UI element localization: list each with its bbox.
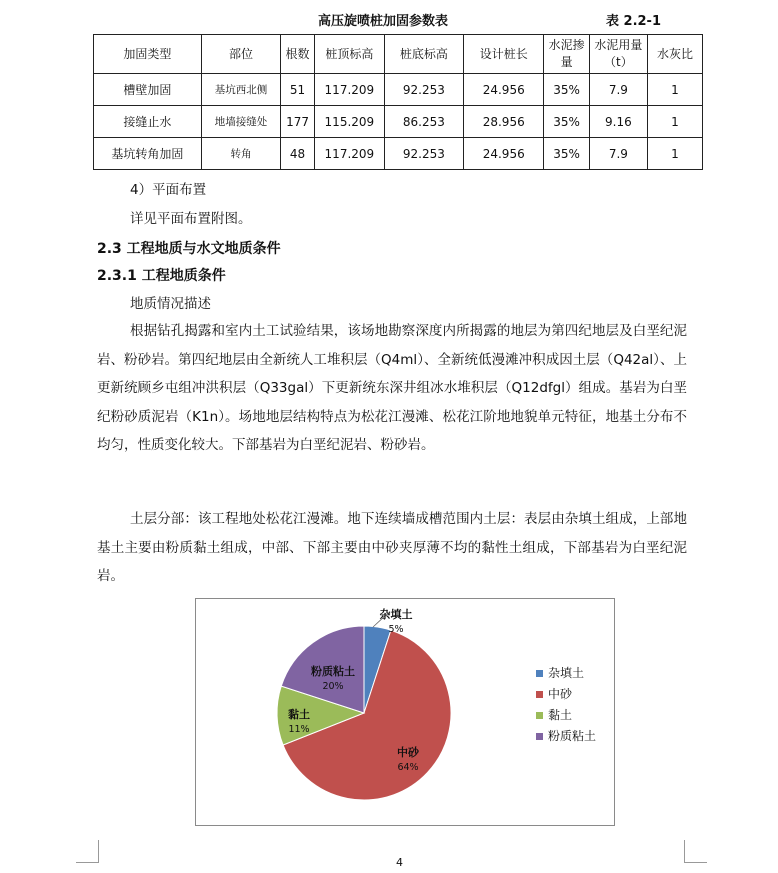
page-corner-mark-left — [76, 840, 99, 863]
table-row — [94, 106, 703, 138]
table-cell: 86.253 — [384, 106, 463, 138]
table-cell: 槽壁加固 — [94, 74, 202, 106]
page-corner-mark-right — [684, 840, 707, 863]
table-cell: 24.956 — [464, 74, 544, 106]
table-cell: 115.209 — [314, 106, 384, 138]
header-cell: 水泥用量（t） — [589, 35, 647, 74]
header-cell: 水灰比 — [647, 35, 702, 74]
geology-heading: 地质情况描述 — [130, 296, 211, 312]
slice-percent-label: 64% — [397, 762, 419, 773]
table-header-row — [94, 35, 703, 74]
slice-percent-label: 11% — [288, 724, 310, 735]
table-cell: 117.209 — [314, 138, 384, 170]
table-cell: 28.956 — [464, 106, 544, 138]
legend-swatch — [536, 712, 543, 719]
table-cell: 基坑转角加固 — [94, 138, 202, 170]
legend-label: 黏土 — [548, 708, 573, 722]
slice-percent-label: 5% — [388, 624, 404, 635]
table-cell: 基坑西北侧 — [201, 74, 280, 106]
table-cell: 48 — [281, 138, 315, 170]
table-cell: 1 — [647, 106, 702, 138]
table-cell: 117.209 — [314, 74, 384, 106]
table-cell: 35% — [544, 106, 589, 138]
table-row — [94, 138, 703, 170]
soil-composition-chart — [195, 598, 615, 826]
legend-swatch — [536, 733, 543, 740]
table-cell: 接缝止水 — [94, 106, 202, 138]
table-cell: 35% — [544, 138, 589, 170]
layout-detail-text: 详见平面布置附图。 — [130, 211, 252, 227]
legend-label: 中砂 — [548, 687, 573, 701]
table-cell: 92.253 — [384, 138, 463, 170]
header-cell: 设计桩长 — [464, 35, 544, 74]
header-cell: 加固类型 — [94, 35, 202, 74]
slice-category-label: 杂填土 — [379, 608, 413, 621]
header-cell: 桩顶标高 — [314, 35, 384, 74]
table-cell: 转角 — [201, 138, 280, 170]
legend-label: 杂填土 — [548, 666, 585, 680]
table-cell: 9.16 — [589, 106, 647, 138]
pile-parameter-table — [93, 34, 703, 170]
page-number: 4 — [396, 856, 403, 869]
geology-paragraph: 根据钻孔揭露和室内土工试验结果，该场地勘察深度内所揭露的地层为第四纪地层及白垩纪泥岩、粉砂岩。第四纪地层由全新统人工堆积层（Q4ml）、全新统低漫滩冲积成因土层（Q42al）、上更新统顾乡屯组冲洪积层（Q33gal）下更新统东深井组冰水堆积层（Q12dfgl）组成。基岩为白垩纪粉砂质泥岩（K1n）。场地地层结构特点为松花江漫滩、松花江阶地地貌单元特征，地基土分布不均匀，性质变化较大。下部基岩为白垩纪泥岩、粉砂岩。 — [97, 323, 687, 454]
slice-percent-label: 20% — [322, 681, 344, 692]
table-number: 表 2.2-1 — [606, 14, 661, 29]
legend-swatch — [536, 670, 543, 677]
pie-chart-svg — [196, 599, 614, 825]
list-item-layout: 4）平面布置 — [130, 182, 207, 198]
subsection-heading: 2.3.1 工程地质条件 — [97, 268, 226, 284]
soil-layer-paragraph: 土层分部：该工程地处松花江漫滩。地下连续墙成槽范围内土层：表层由杂填土组成，上部地基土主要由粉质黏土组成，中部、下部主要由中砂夹厚薄不均的黏性土组成，下部基岩为白垩纪泥岩。 — [97, 511, 687, 585]
table-row — [94, 74, 703, 106]
header-cell: 部位 — [201, 35, 280, 74]
table-cell: 1 — [647, 74, 702, 106]
table-cell: 7.9 — [589, 138, 647, 170]
table-cell: 35% — [544, 74, 589, 106]
header-cell: 桩底标高 — [384, 35, 463, 74]
legend-swatch — [536, 691, 543, 698]
slice-category-label: 中砂 — [397, 746, 419, 759]
table-title: 高压旋喷桩加固参数表 — [318, 14, 449, 29]
table-cell: 24.956 — [464, 138, 544, 170]
slice-category-label: 黏土 — [288, 708, 310, 721]
table-cell: 1 — [647, 138, 702, 170]
header-cell: 水泥掺量 — [544, 35, 589, 74]
table-cell: 地墙接缝处 — [201, 106, 280, 138]
section-heading: 2.3 工程地质与水文地质条件 — [97, 241, 281, 257]
table-cell: 177 — [281, 106, 315, 138]
slice-category-label: 粉质粘土 — [311, 665, 355, 678]
header-cell: 根数 — [281, 35, 315, 74]
table-cell: 92.253 — [384, 74, 463, 106]
table-cell: 7.9 — [589, 74, 647, 106]
table-caption — [0, 10, 778, 28]
table-cell: 51 — [281, 74, 315, 106]
legend-label: 粉质粘土 — [548, 729, 597, 743]
